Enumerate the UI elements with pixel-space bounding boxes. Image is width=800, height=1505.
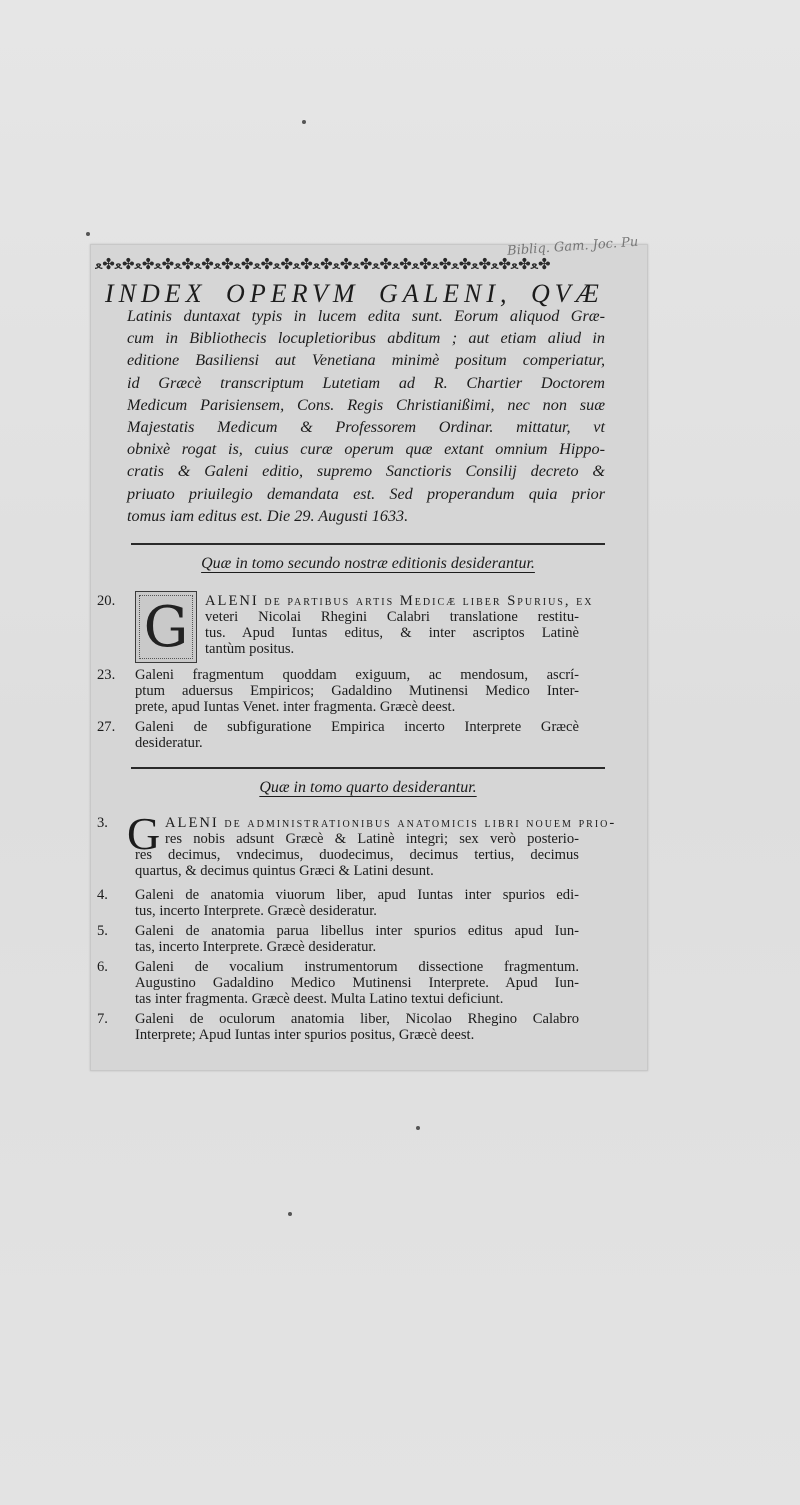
entry-line: tas inter fragmenta. Græcè deest. Multa Latino textui deficiunt. xyxy=(135,991,504,1007)
scan-speck xyxy=(416,1126,420,1130)
entry-number: 27. xyxy=(97,719,116,735)
entry-text xyxy=(135,1011,579,1043)
entry-line: Galeni de anatomia parua libellus inter spurios editus apud Iun- xyxy=(135,923,579,939)
entry-number: 23. xyxy=(97,667,116,683)
entry-line: prete, apud Iuntas Venet. inter fragmenta. Græcè deest. xyxy=(135,699,456,715)
intro-line: Medicum Parisiensem, Cons. Regis Christianißimi, nec non suæ xyxy=(127,395,605,414)
intro-line: priuato priuilegio demandata est. Sed properandum quia prior xyxy=(127,484,605,503)
entry-text xyxy=(135,959,579,1007)
entry-line: Galeni de vocalium instrumentorum dissectione fragmentum. xyxy=(135,959,579,975)
entry-text xyxy=(135,923,579,955)
entry-text xyxy=(135,719,579,751)
intro-line: Latinis duntaxat typis in lucem edita sunt. Eorum aliquod Græ- xyxy=(127,307,605,325)
intro-line: cratis & Galeni editio, supremo Sanctioris Consilij decreto & xyxy=(127,462,605,481)
entry-line: Galeni fragmentum quoddam exiguum, ac mendosum, ascrí- xyxy=(135,667,579,683)
entry-line: Augustino Gadaldino Medico Mutinensi Interprete. Apud Iun- xyxy=(135,975,579,991)
section-heading-text: Quæ in tomo secundo nostræ editionis desiderantur. xyxy=(201,555,535,572)
entry-line: Galeni de subfiguratione Empirica incerto Interprete Græcè xyxy=(135,719,579,735)
entry-number: 7. xyxy=(97,1011,108,1027)
page-title: INDEX OPERVM GALENI, QVÆ xyxy=(105,279,604,308)
entry-number: 3. xyxy=(97,815,108,831)
entry-line: desideratur. xyxy=(135,735,203,751)
entry-line: tantùm positus. xyxy=(205,641,295,657)
section-heading-tomo-quarto xyxy=(131,779,605,797)
entry-line: ALENI de administrationibus anatomicis libri nouem prio- xyxy=(165,815,617,831)
entry-line: tus, incerto Interprete. Græcè desideratur. xyxy=(135,903,377,919)
entry-number: 5. xyxy=(97,923,108,939)
scan-speck xyxy=(288,1212,292,1216)
intro-line: Majestatis Medicum & Professorem Ordinar. mittatur, vt xyxy=(127,418,605,437)
entry-line: Galeni de anatomia viuorum liber, apud Iuntas inter spurios edi- xyxy=(135,887,579,903)
ornament-band: ﻌ✤ﻌ✤ﻌ✤ﻌ✤ﻌ✤ﻌ✤ﻌ✤ﻌ✤ﻌ✤ﻌ✤ﻌ✤ﻌ✤ﻌ✤ﻌ✤ﻌ✤ﻌ✤ﻌ✤ﻌ✤ﻌ✤ﻌ✤ﻌ✤ﻌ✤ﻌ✤ xyxy=(95,257,551,273)
entry-line: tas, incerto Interprete. Græcè desideratur. xyxy=(135,939,377,955)
entry-line: tus. Apud Iuntas editus, & inter ascriptos Latinè xyxy=(205,625,579,641)
ornate-initial-G xyxy=(135,591,197,663)
entry-line: quartus, & decimus quintus Græci & Latini desunt. xyxy=(135,863,434,879)
entry-text xyxy=(135,815,617,879)
entry-line: ALENI de partibus artis Medicæ liber Spurius, ex xyxy=(205,593,594,609)
section-heading-text: Quæ in tomo quarto desiderantur. xyxy=(259,779,477,796)
handwritten-annotation: Bibliq. Gam. Joc. Pu xyxy=(506,234,639,259)
entry-number: 6. xyxy=(97,959,108,975)
intro-line: obnixè rogat is, cuius curæ operum quæ extant omnium Hippo- xyxy=(127,440,605,459)
intro-line: cum in Bibliothecis locupletioribus abditum ; aut etiam aliud in xyxy=(127,329,605,348)
scan-speck xyxy=(86,232,90,236)
entry-text xyxy=(135,887,579,919)
section-rule xyxy=(131,767,605,769)
entry-line: ptum aduersus Empiricos; Gadaldino Mutinensi Medico Inter- xyxy=(135,683,579,699)
dropcap-letter: G xyxy=(143,594,189,660)
document-page xyxy=(90,234,648,1071)
entry-number: 4. xyxy=(97,887,108,903)
intro-line: editione Basiliensi aut Venetiana minimè positum comperiatur, xyxy=(127,351,605,370)
entry-number: 20. xyxy=(97,593,116,609)
entry-line: res decimus, vndecimus, duodecimus, decimus tertius, decimus xyxy=(135,847,579,863)
scan-speck xyxy=(302,120,306,124)
intro-line: tomus iam editus est. Die 29. Augusti 1633. xyxy=(127,506,409,525)
entry-text xyxy=(205,593,594,657)
entry-line: Galeni de oculorum anatomia liber, Nicolao Rhegino Calabro xyxy=(135,1011,579,1027)
section-rule xyxy=(131,543,605,545)
entry-line: Interprete; Apud Iuntas inter spurios positus, Græcè deest. xyxy=(135,1027,475,1043)
intro-paragraph xyxy=(127,305,605,527)
entry-text xyxy=(135,667,579,715)
entry-line: res nobis adsunt Græcè & Latinè integri; sex verò posterio- xyxy=(165,831,579,847)
dropcap-letter: G xyxy=(127,808,161,859)
section-heading-tomo-secundo xyxy=(131,555,605,573)
intro-line: id Græcè transcriptum Lutetiam ad R. Chartier Doctorem xyxy=(127,373,605,392)
entry-line: veteri Nicolai Rhegini Calabri translatione restitu- xyxy=(205,609,579,625)
